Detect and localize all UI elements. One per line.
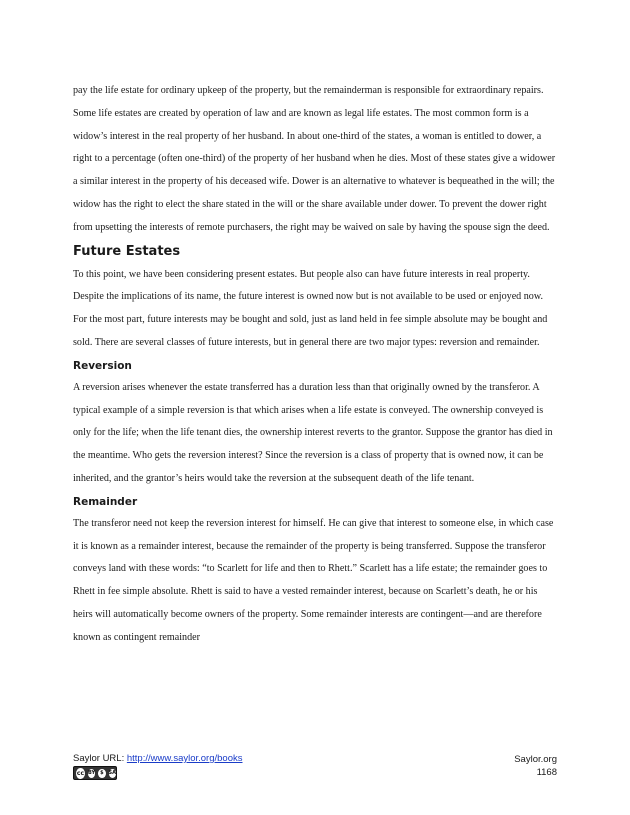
cc-icon: cc [76, 769, 85, 777]
paragraph-remainder: The transferor need not keep the reversion interest for himself. He can give that interest to someone else, in which case it is known as a remainder interest, because the remainder of the property is being transferred. Suppose the transferor conveys land with these words: “to Scarlett for life and then to Rhett.” Scarlett has a life estate; the remainder goes to Rhett in fee simple absolute. Rhett is said to have a vested remainder interest, because on Scarlett’s death, he or his heirs will automatically become owners of the property. Some remainder interests are contingent—and are therefore known as contingent remainder [73, 517, 554, 643]
footer-page-info [514, 753, 557, 779]
paragraph-life-estate-upkeep: pay the life estate for ordinary upkeep of the property, but the remainderman is responsible for extraordinary repairs. [73, 85, 544, 96]
sa-icon: SA [108, 770, 116, 776]
footer-source [73, 753, 243, 764]
paragraph-reversion: A reversion arises whenever the estate transferred has a duration less than that originally owned by the transferor. A typical example of a simple reversion is that which arises when a life estate is conveyed. The ownership conveyed is only for the life; when the life tenant dies, the ownership interest reverts to the grantor. Suppose the grantor has died in the meantime. Who gets the reversion interest? Since the reversion is a class of property that is owned now, it can be inherited, and the grantor’s heirs would take the reversion at the subsequent death of the life tenant. [73, 381, 553, 484]
paragraph-future-estates: To this point, we have been considering present estates. But people also can have future interests in real property. Despite the implications of its name, the future interest is owned now but is not available to be used or enjoyed now. For the most part, future interests may be bought and sold, just as land held in fee simple absolute may be bought and sold. There are several classes of future interests, but in general there are two major types: reversion and remainder. [73, 268, 548, 348]
paragraph-legal-life-estates: Some life estates are created by operation of law and are known as legal life estates. The most common form is a widow’s interest in the real property of her husband. In about one-third of the states, a woman is entitled to dower, a right to a percentage (often one-third) of the property of her husband when he dies. Most of these states give a widower a similar interest in the property of his deceased wife. Dower is an alternative to whatever is bequeathed in the will; the widow has the right to elect the share stated in the will or the share available under dower. To prevent the dower right from upsetting the interests of remote purchasers, the right may be waived on sale by having the spouse sign the deed. [73, 107, 556, 233]
creative-commons-license-icon [73, 766, 117, 780]
heading-reversion: Reversion [73, 359, 132, 372]
page-number: 1168 [536, 767, 557, 778]
footer-source-label: Saylor URL: [73, 753, 127, 764]
nc-icon: $ [100, 770, 104, 776]
saylor-books-link[interactable]: http://www.saylor.org/books [126, 753, 243, 764]
page-content [73, 80, 559, 650]
heading-remainder: Remainder [73, 495, 138, 508]
by-icon: BY [87, 770, 96, 776]
heading-future-estates: Future Estates [73, 243, 181, 259]
footer-site: Saylor.org [514, 754, 557, 765]
